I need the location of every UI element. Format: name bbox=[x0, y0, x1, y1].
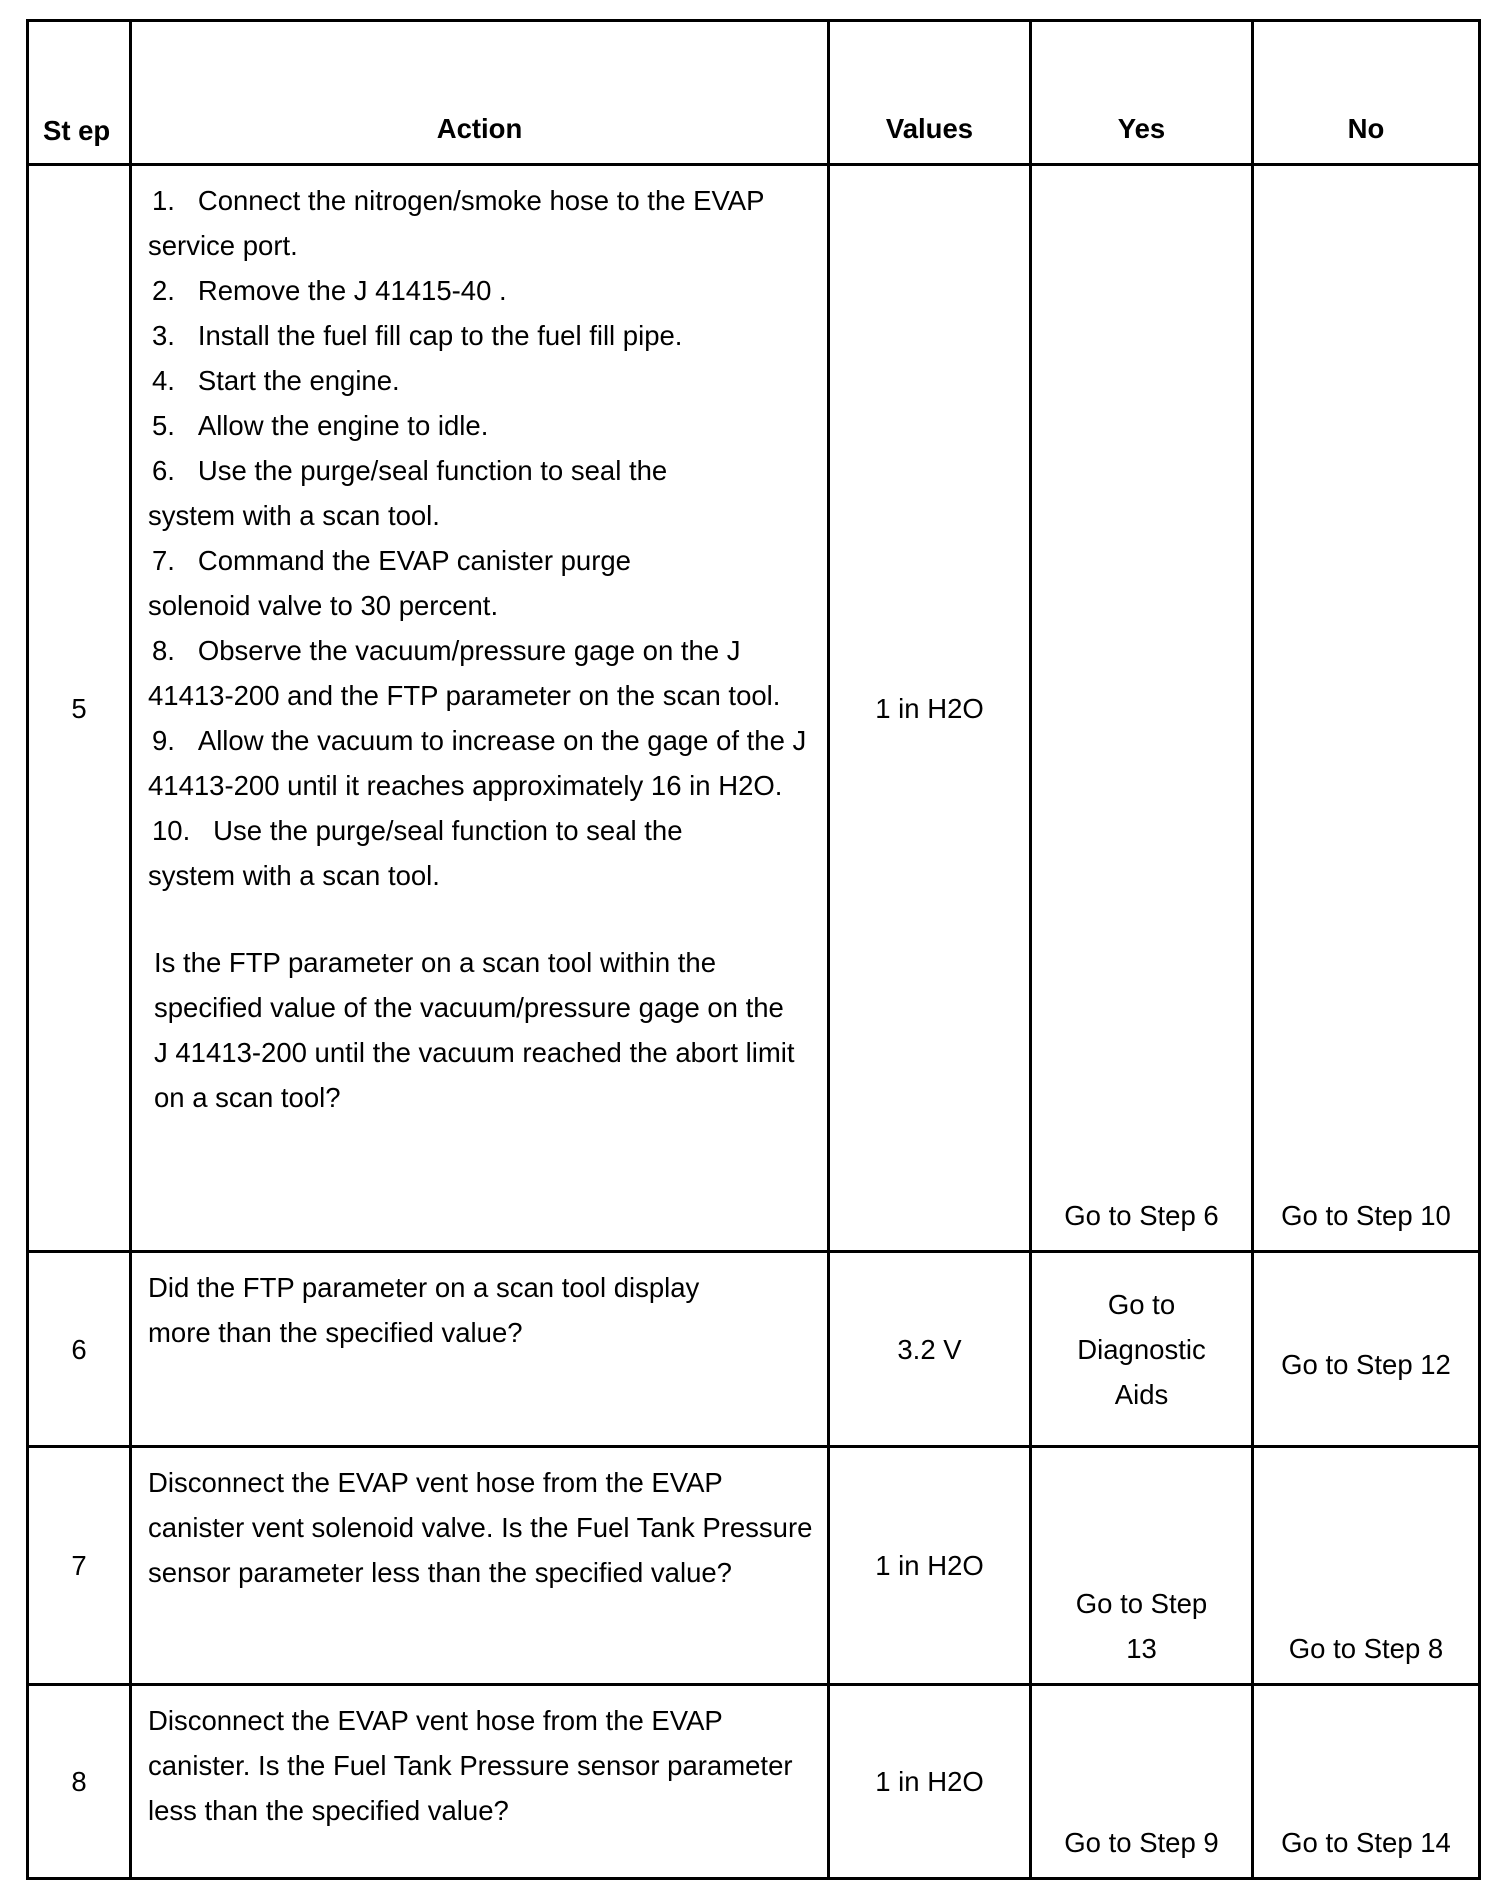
value-cell: 1 in H2O bbox=[829, 1685, 1031, 1879]
no-cell: Go to Step 8 bbox=[1253, 1447, 1480, 1685]
header-row bbox=[28, 21, 1480, 165]
value-cell: 1 in H2O bbox=[829, 165, 1031, 1252]
action-cell: Disconnect the EVAP vent hose from the EVAP canister vent solenoid valve. Is the Fuel Tank Pressure sensor parameter less than the specified value? bbox=[131, 1447, 829, 1685]
action-step: 5. Allow the engine to idle. bbox=[152, 410, 489, 441]
step-number: 7 bbox=[28, 1447, 131, 1685]
header-no: No bbox=[1253, 21, 1480, 165]
header-step: St ep bbox=[28, 21, 131, 165]
table-row bbox=[28, 165, 1480, 1252]
action-step: 8. Observe the vacuum/pressure gage on the J 41413-200 and the FTP parameter on the scan tool. bbox=[148, 635, 781, 711]
action-cell: Did the FTP parameter on a scan tool display more than the specified value? bbox=[131, 1252, 829, 1447]
step-number: 8 bbox=[28, 1685, 131, 1879]
no-cell: Go to Step 10 bbox=[1253, 165, 1480, 1252]
action-step: 10. Use the purge/seal function to seal the system with a scan tool. bbox=[148, 815, 683, 891]
yes-cell: Go to Diagnostic Aids bbox=[1031, 1252, 1253, 1447]
header-yes: Yes bbox=[1031, 21, 1253, 165]
header-action: Action bbox=[131, 21, 829, 165]
action-step: 6. Use the purge/seal function to seal the system with a scan tool. bbox=[148, 455, 668, 531]
value-cell: 3.2 V bbox=[829, 1252, 1031, 1447]
value-cell: 1 in H2O bbox=[829, 1447, 1031, 1685]
action-step: 4. Start the engine. bbox=[152, 365, 400, 396]
diagnostic-table bbox=[26, 19, 1481, 1880]
action-step-list bbox=[148, 178, 817, 898]
yes-cell: Go to Step 13 bbox=[1031, 1447, 1253, 1685]
header-values: Values bbox=[829, 21, 1031, 165]
no-cell: Go to Step 14 bbox=[1253, 1685, 1480, 1879]
action-question: Is the FTP parameter on a scan tool within the specified value of the vacuum/pressure gage on the J 41413-200 until the vacuum reached the abort limit on a scan tool? bbox=[154, 947, 795, 1113]
table-row bbox=[28, 1447, 1480, 1685]
action-cell bbox=[131, 165, 829, 1252]
yes-cell: Go to Step 6 bbox=[1031, 165, 1253, 1252]
yes-cell: Go to Step 9 bbox=[1031, 1685, 1253, 1879]
action-step: 2. Remove the J 41415-40 . bbox=[152, 275, 507, 306]
action-cell: Disconnect the EVAP vent hose from the EVAP canister. Is the Fuel Tank Pressure sensor parameter less than the specified value? bbox=[131, 1685, 829, 1879]
table-row bbox=[28, 1252, 1480, 1447]
action-step: 1. Connect the nitrogen/smoke hose to the EVAP service port. bbox=[148, 185, 764, 261]
no-cell: Go to Step 12 bbox=[1253, 1252, 1480, 1447]
step-number: 6 bbox=[28, 1252, 131, 1447]
action-step: 9. Allow the vacuum to increase on the gage of the J 41413-200 until it reaches approximately 16 in H2O. bbox=[148, 725, 807, 801]
action-step: 3. Install the fuel fill cap to the fuel fill pipe. bbox=[152, 320, 683, 351]
table-row bbox=[28, 1685, 1480, 1879]
step-number: 5 bbox=[28, 165, 131, 1252]
action-step: 7. Command the EVAP canister purge solenoid valve to 30 percent. bbox=[148, 545, 631, 621]
